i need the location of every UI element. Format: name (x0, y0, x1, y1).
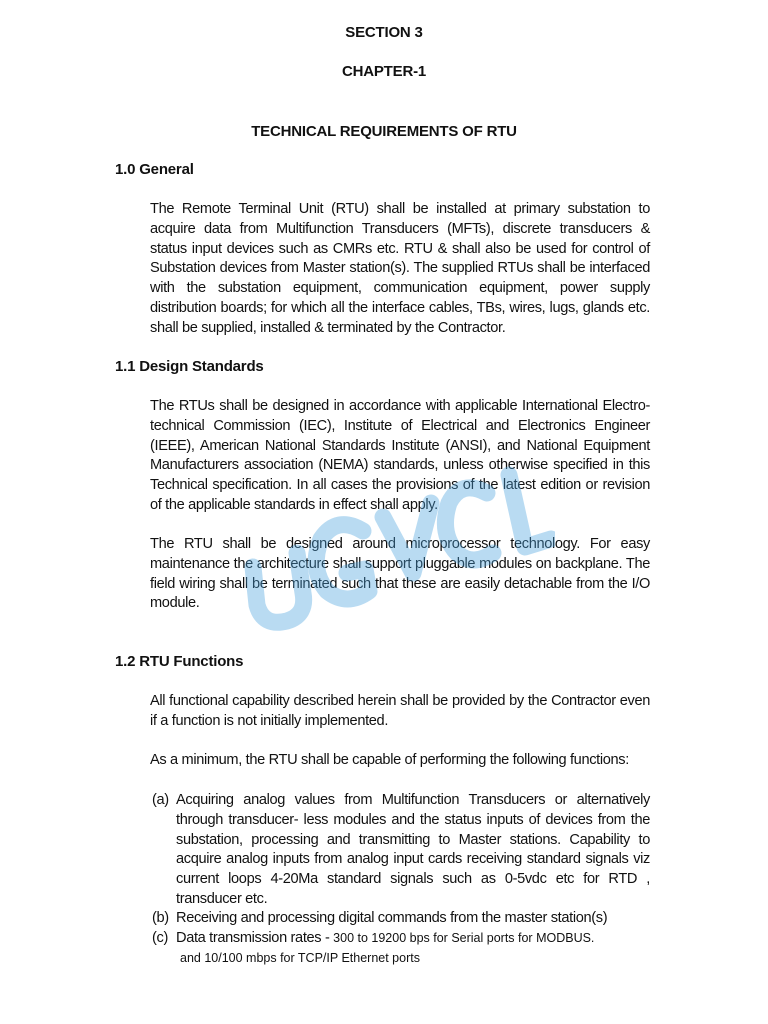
function-item-c (152, 929, 650, 969)
item-text-main: Data transmission rates - (176, 930, 334, 946)
design-standards-paragraph-2: The RTU shall be designed around microprocessor technology. For easy maintenance the architecture shall support pluggable modules on backplane. The field wiring shall be terminated such that these are easily detachable from the I/O module. (150, 536, 650, 612)
rtu-functions-heading: 1.2 RTU Functions (115, 653, 244, 670)
design-standards-paragraph-1: The RTUs shall be designed in accordance with applicable International Electro-technical Commission (IEC), Institute of Electrical and Electronics Engineer (IEEE), American National Standards Institute (ANSI), and National Equipment Manufacturers association (NEMA) standards, unless otherwise specified in this Technical specification. In all cases the provisions of the latest edition or revision of the applicable standards in effect shall apply. (150, 398, 650, 513)
chapter-title: CHAPTER-1 (341, 63, 427, 80)
document-title: TECHNICAL REQUIREMENTS OF RTU (251, 123, 517, 140)
function-item-b (152, 909, 650, 929)
function-item-a (152, 791, 650, 910)
item-text: Acquiring analog values from Multifunction Transducers or alternatively through transducer- less modules and the status inputs of devices from the substation, processing and transmitting to Master stations. Capability to acquire analog inputs from analog input cards receiving standard signals viz current loops 4-20Ma standard signals such as 0-5vdc etc for RTD , transducer etc. (176, 792, 650, 907)
item-label: (b) (152, 910, 169, 926)
item-label: (a) (152, 792, 169, 808)
item-text (176, 929, 650, 949)
section-title: SECTION 3 (345, 24, 423, 41)
rtu-functions-paragraph-2: As a minimum, the RTU shall be capable of performing the following functions: (150, 752, 629, 768)
item-label: (c) (152, 930, 168, 946)
item-text-rates-continued: and 10/100 mbps for TCP/IP Ethernet ports (180, 950, 420, 965)
general-paragraph: The Remote Terminal Unit (RTU) shall be installed at primary substation to acquire data from Multifunction Transducers (MFTs), discrete transducers & status input devices such as CMRs etc. RTU & shall also be used for control of Substation devices from Master station(s). The supplied RTUs shall be interfaced with the substation equipment, communication equipment, power supply distribution boards; for which all the interface cables, TBs, wires, lugs, glands etc. shall be supplied, installed & terminated by the Contractor. (150, 201, 650, 336)
item-text: Receiving and processing digital commands from the master station(s) (176, 910, 608, 926)
rtu-functions-paragraph-1: All functional capability described herein shall be provided by the Contractor even if a function is not initially implemented. (150, 693, 650, 729)
item-text-rates: 300 to 19200 bps for Serial ports for MODBUS. (333, 931, 595, 945)
general-heading: 1.0 General (115, 161, 194, 178)
design-standards-heading: 1.1 Design Standards (115, 358, 264, 375)
